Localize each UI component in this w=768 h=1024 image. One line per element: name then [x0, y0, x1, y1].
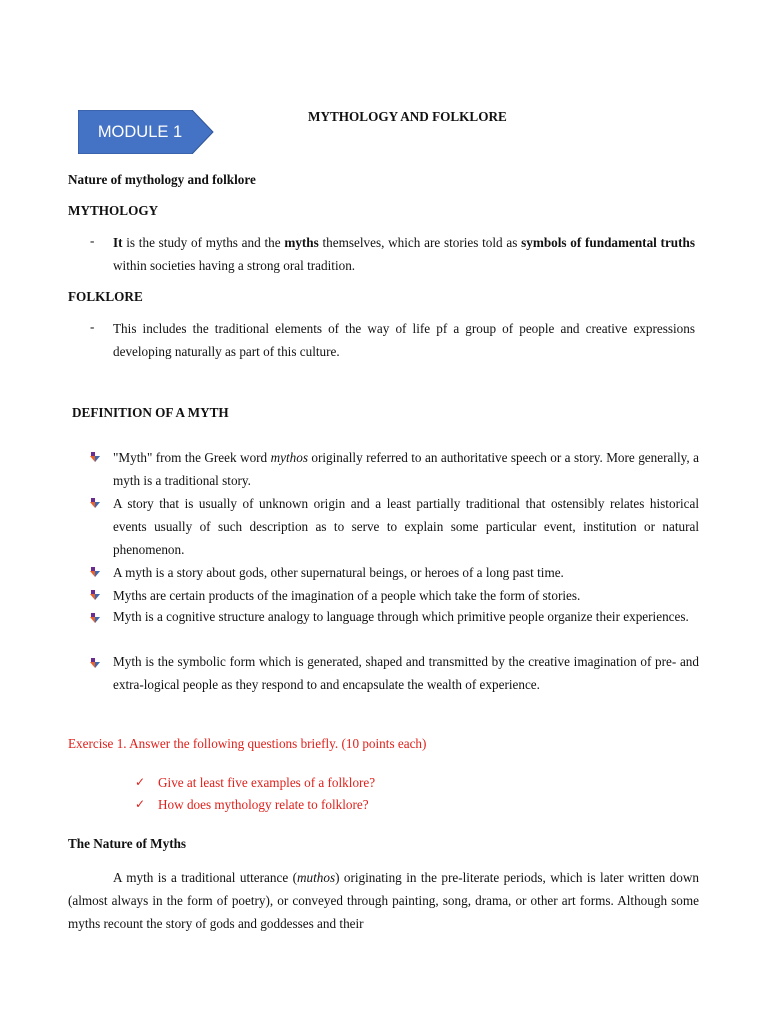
- myth-definition-item: "Myth" from the Greek word mythos originally referred to an authoritative speech or a story. More generally, a myth is a traditional story.: [113, 450, 699, 488]
- dash-bullet: -: [90, 319, 95, 334]
- myth-definition-item: A myth is a story about gods, other supernatural beings, or heroes of a long past time.: [113, 565, 564, 580]
- module-label: MODULE 1: [97, 123, 183, 141]
- definition-heading: DEFINITION OF A MYTH: [72, 405, 229, 420]
- arrow-bullet-icon: [89, 589, 102, 602]
- myth-definition-item: A story that is usually of unknown origin and a least partially traditional that ostensibly relates historical events usually of such description as to serve to explain some particular event, institution or natural phenomenon.: [113, 496, 699, 557]
- arrow-bullet-icon: [89, 497, 102, 510]
- folklore-heading: FOLKLORE: [68, 289, 143, 304]
- arrow-bullet-icon: [89, 451, 102, 464]
- mythology-definition: It is the study of myths and the myths themselves, which are stories told as symbols of fundamental truths within societies having a strong oral tradition.: [113, 235, 695, 273]
- arrow-bullet-icon: [89, 657, 102, 670]
- page-title: MYTHOLOGY AND FOLKLORE: [308, 109, 507, 124]
- check-icon: ✓: [135, 775, 146, 789]
- arrow-bullet-icon: [89, 612, 102, 625]
- exercise-question: How does mythology relate to folklore?: [158, 797, 369, 812]
- folklore-definition: This includes the traditional elements of the way of life pf a group of people and creative expressions developing naturally as part of this culture.: [113, 321, 695, 359]
- arrow-bullet-icon: [89, 566, 102, 579]
- myth-definition-item: Myth is the symbolic form which is generated, shaped and transmitted by the creative imagination of pre- and extra-logical people as they respond to and encapsulate the wealth of experience.: [113, 654, 699, 692]
- nature-paragraph: A myth is a traditional utterance (muthos) originating in the pre-literate periods, which is later written down (almost always in the form of poetry), or conveyed through painting, song, drama, or other art forms. Although some myths recount the story of gods and goddesses and their: [68, 870, 699, 931]
- mythology-heading: MYTHOLOGY: [68, 203, 159, 218]
- myth-definition-item: Myths are certain products of the imagination of a people which take the form of stories.: [113, 588, 581, 603]
- nature-heading: The Nature of Myths: [68, 836, 187, 851]
- exercise-question: Give at least five examples of a folklore?: [158, 775, 376, 790]
- section-subtitle: Nature of mythology and folklore: [68, 172, 256, 187]
- exercise-title: Exercise 1. Answer the following questions briefly. (10 points each): [68, 736, 427, 751]
- myth-definition-item: Myth is a cognitive structure analogy to language through which primitive people organize their experiences.: [113, 609, 689, 624]
- check-icon: ✓: [135, 797, 146, 811]
- dash-bullet: -: [90, 233, 95, 248]
